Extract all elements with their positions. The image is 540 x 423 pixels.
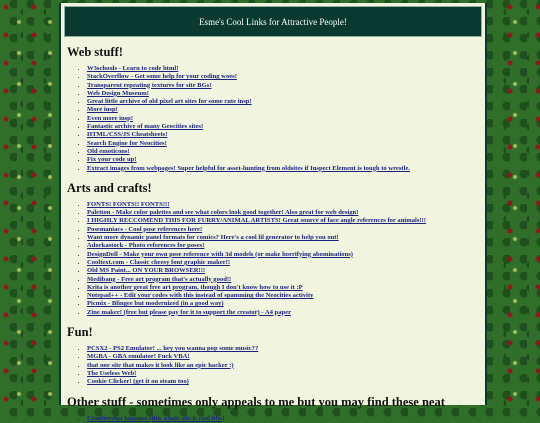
list-item bbox=[87, 292, 479, 300]
section-heading-fun: Fun! bbox=[67, 325, 93, 340]
link[interactable]: More insp! bbox=[87, 106, 118, 114]
list-item bbox=[87, 90, 479, 98]
links-content bbox=[61, 45, 485, 423]
list-item bbox=[87, 98, 479, 106]
link[interactable]: Transparent repeating textures for site BGs! bbox=[87, 81, 212, 89]
list-item bbox=[87, 267, 479, 275]
list-item bbox=[87, 259, 479, 267]
link[interactable]: Paletton - Make color palettes and see what colors look good together! Also great for web design! bbox=[87, 209, 359, 217]
link[interactable]: StackOverflow - Get some help for your coding woes! bbox=[87, 73, 237, 81]
link[interactable]: The Useless Web! bbox=[87, 369, 137, 377]
link[interactable]: Cooltext.com - Classic cheesy font graphic maker!! bbox=[87, 258, 231, 266]
list-item bbox=[87, 370, 479, 378]
list-item bbox=[87, 131, 479, 139]
list-item bbox=[87, 362, 479, 370]
link[interactable]: DesignDoll - Make your own pose reference with 3d models (or make horrifying abominations) bbox=[87, 250, 354, 258]
list-item bbox=[87, 300, 479, 308]
link[interactable]: Web Design Museum! bbox=[87, 89, 149, 97]
list-item bbox=[87, 165, 479, 173]
link[interactable]: Fantastic archive of many Geocities sites! bbox=[87, 123, 204, 131]
link-list-web-stuff bbox=[67, 65, 479, 173]
list-item bbox=[87, 148, 479, 156]
list-item bbox=[87, 156, 479, 164]
list-item bbox=[87, 123, 479, 131]
link[interactable]: Picmix - Blingee but modernized (in a good way) bbox=[87, 300, 224, 308]
list-item bbox=[87, 73, 479, 81]
link[interactable]: Great little archive of old pixel art sites for some cute insp! bbox=[87, 98, 252, 106]
list-item bbox=[87, 276, 479, 284]
link[interactable]: W3schools - Learn to code html! bbox=[87, 65, 179, 72]
section-heading-other-stuff: Other stuff - sometimes only appeals to me but you may find these neat bbox=[67, 394, 445, 409]
list-item bbox=[87, 242, 479, 250]
link-list-arts-and-crafts bbox=[67, 201, 479, 317]
link[interactable]: that one site that makes it look like an epic hacker :) bbox=[87, 361, 234, 369]
list-item bbox=[87, 251, 479, 259]
link[interactable]: PCSX2 - PS2 Emulator! ... hey you wanna pop some music?? bbox=[87, 345, 259, 353]
link[interactable]: MGBA - GBA emulator! Fuck VBA! bbox=[87, 353, 190, 361]
list-item bbox=[87, 217, 479, 225]
list-item bbox=[87, 209, 479, 217]
list-item bbox=[87, 345, 479, 353]
banner-title: Esme's Cool Links for Attractive People! bbox=[199, 16, 347, 27]
link[interactable]: Notepad++ - Edit your codes with this instead of spamming the Neocities activity bbox=[87, 292, 314, 300]
link[interactable]: Fix your code up! bbox=[87, 156, 137, 164]
link[interactable]: Medibang - Free art program that's actually good!! bbox=[87, 275, 232, 283]
list-item bbox=[87, 234, 479, 242]
section-heading-arts-and-crafts: Arts and crafts! bbox=[67, 180, 152, 195]
list-item bbox=[87, 353, 479, 361]
list-item bbox=[87, 378, 479, 386]
list-item bbox=[87, 415, 479, 423]
link[interactable]: Adorkastock - Photo references for poses! bbox=[87, 242, 205, 250]
link[interactable]: Posemaniacs - Cool pose references here! bbox=[87, 225, 203, 233]
link[interactable]: Even more insp! bbox=[87, 114, 134, 122]
list-item bbox=[87, 115, 479, 123]
link[interactable]: Krita is another great free art program, though I don't know how to use it :P bbox=[87, 283, 303, 291]
site-banner bbox=[64, 6, 482, 37]
list-item bbox=[87, 140, 479, 148]
link[interactable]: I HIGHLY RECCOMEND THIS FOR FURRY/ANIMAL ARTISTS! Great source of face angle references for animals!!! bbox=[87, 217, 426, 225]
list-item bbox=[87, 106, 479, 114]
link[interactable]: Search Engine for Neocities! bbox=[87, 139, 167, 147]
link[interactable]: Zine maker! (free but please pay for it to support the creator) - A4 paper bbox=[87, 308, 292, 316]
section-heading-web-stuff: Web stuff! bbox=[67, 45, 123, 59]
link[interactable]: HTML/CSS/JS Cheatsheets! bbox=[87, 131, 168, 139]
link[interactable]: Cranberrfur fanzines (this whole site is cool btw) bbox=[87, 414, 225, 422]
list-item bbox=[87, 82, 479, 90]
page-container bbox=[59, 3, 487, 422]
link[interactable]: Cookie Clicker! (get it on steam too) bbox=[87, 378, 189, 386]
list-item bbox=[87, 309, 479, 317]
link[interactable]: FONTS! FONTS!! FONTS!!! bbox=[87, 200, 170, 208]
link[interactable]: Old emoticons! bbox=[87, 147, 130, 155]
list-item bbox=[87, 65, 479, 73]
link[interactable]: Want more dynamic panel formats for comics? Here's a cool lil generator to help you out! bbox=[87, 234, 339, 242]
list-item bbox=[87, 201, 479, 209]
link-list-other-stuff bbox=[67, 415, 479, 423]
link[interactable]: Old MS Paint... ON YOUR BROWSER!!! bbox=[87, 267, 206, 275]
list-item bbox=[87, 284, 479, 292]
list-item bbox=[87, 226, 479, 234]
link-list-fun bbox=[67, 345, 479, 386]
link[interactable]: Extract images from webpages! Super helpful for asset-hunting from oldsites if Inspect Element is tough to wrestle. bbox=[87, 164, 411, 172]
